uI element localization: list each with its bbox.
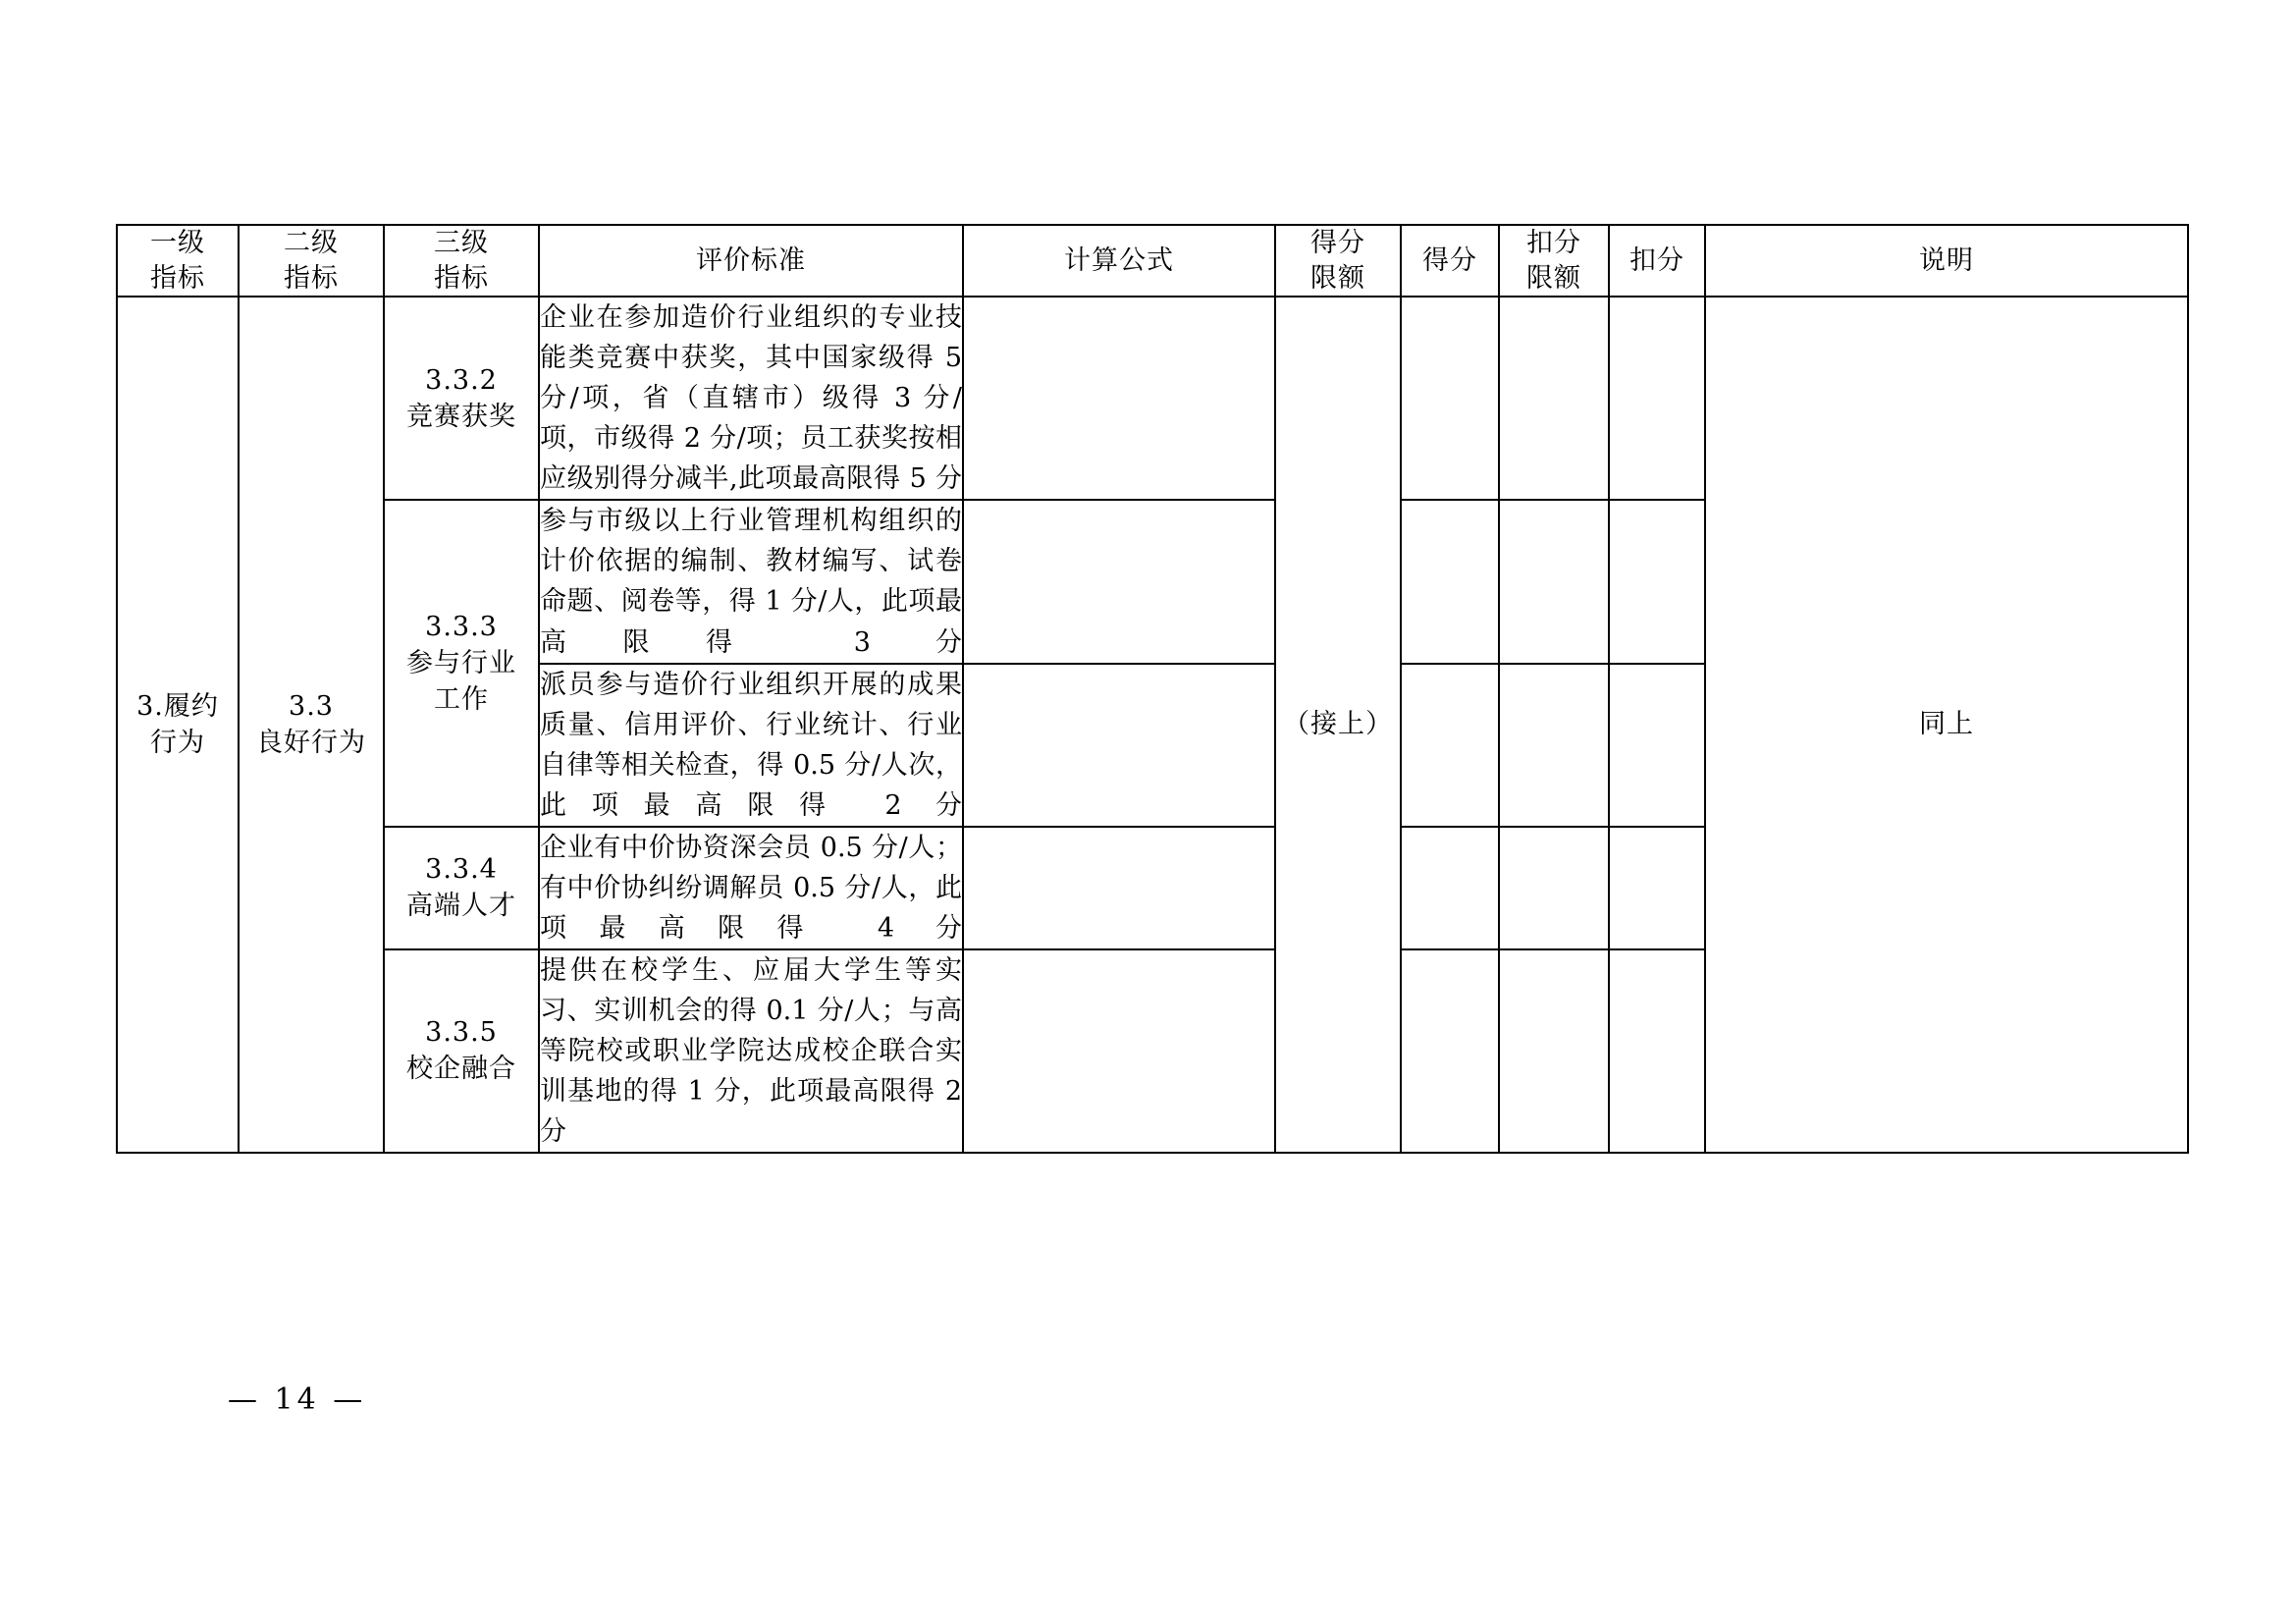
cell-level3 [384,949,539,1153]
table-row [117,297,2188,500]
header-level2-line1: 二级 [284,228,339,258]
level3-name: 高端人才 [406,891,516,922]
header-level2 [239,225,384,297]
cell-deduction-limit [1499,500,1609,663]
cell-deduction-limit [1499,949,1609,1153]
cell-deduction [1609,664,1705,827]
cell-criteria: 企业在参加造价行业组织的专业技能类竞赛中获奖，其中国家级得 5 分/项，省（直辖市）级得 3 分/项，市级得 2 分/项；员工获奖按相应级别得分减半,此项最高限得 5 分 [539,297,963,500]
cell-score-limit: （接上） [1275,297,1401,1153]
header-score-limit-line1: 得分 [1310,228,1365,258]
header-level3-line1: 三级 [434,228,489,258]
header-deduction-limit-line2: 限额 [1526,262,1581,294]
header-level2-line2: 指标 [284,262,339,294]
header-deduction-limit-line1: 扣分 [1526,228,1581,258]
cell-criteria: 提供在校学生、应届大学生等实习、实训机会的得 0.1 分/人；与高等院校或职业学院达成校企联合实训基地的得 1 分，此项最高限得 2 分 [539,949,963,1153]
cell-level1 [117,297,239,1153]
cell-level2 [239,297,384,1153]
cell-deduction [1609,827,1705,949]
header-note: 说明 [1705,225,2188,297]
cell-score [1401,500,1499,663]
table-header-row [117,225,2188,297]
cell-deduction-limit [1499,664,1609,827]
cell-score [1401,949,1499,1153]
header-deduction-limit [1499,225,1609,297]
evaluation-table [116,224,2189,1154]
cell-score [1401,297,1499,500]
header-level1 [117,225,239,297]
level2-line2: 良好行为 [256,728,366,759]
cell-formula [963,827,1275,949]
header-deduction: 扣分 [1609,225,1705,297]
level3-code: 3.3.5 [425,1017,498,1049]
header-criteria: 评价标准 [539,225,963,297]
cell-score [1401,827,1499,949]
level3-name-line2: 工作 [434,684,489,716]
level3-name: 校企融合 [406,1054,516,1085]
cell-level3 [384,500,539,826]
cell-formula [963,664,1275,827]
cell-note: 同上 [1705,297,2188,1153]
level3-name-line1: 参与行业 [406,647,516,678]
cell-formula [963,297,1275,500]
header-formula: 计算公式 [963,225,1275,297]
cell-deduction [1609,500,1705,663]
level1-line2: 行为 [150,728,205,759]
header-level3-line2: 指标 [434,262,489,294]
cell-criteria: 企业有中价协资深会员 0.5 分/人；有中价协纠纷调解员 0.5 分/人，此项最高限得 4 分 [539,827,963,949]
header-level1-line2: 指标 [150,262,205,294]
level2-line1: 3.3 [289,690,334,722]
level3-code: 3.3.4 [425,853,498,885]
header-score-limit-line2: 限额 [1310,262,1365,294]
cell-criteria: 派员参与造价行业组织开展的成果质量、信用评价、行业统计、行业自律等相关检查，得 0.5 分/人次，此项最高限得 2 分 [539,664,963,827]
cell-level3 [384,297,539,500]
header-level1-line1: 一级 [150,228,205,258]
cell-formula [963,500,1275,663]
level3-name: 竞赛获奖 [406,401,516,432]
header-score: 得分 [1401,225,1499,297]
cell-deduction-limit [1499,827,1609,949]
cell-level3 [384,827,539,949]
evaluation-table-container [116,224,2187,1154]
page-number: — 14 — [228,1382,367,1417]
cell-deduction [1609,949,1705,1153]
level3-code: 3.3.2 [425,364,498,396]
header-score-limit [1275,225,1401,297]
cell-deduction-limit [1499,297,1609,500]
header-level3 [384,225,539,297]
cell-deduction [1609,297,1705,500]
cell-criteria: 参与市级以上行业管理机构组织的计价依据的编制、教材编写、试卷命题、阅卷等，得 1 分/人，此项最高限得 3 分 [539,500,963,663]
level3-code: 3.3.3 [425,611,498,642]
cell-score [1401,664,1499,827]
level1-line1: 3.履约 [136,690,219,722]
cell-formula [963,949,1275,1153]
